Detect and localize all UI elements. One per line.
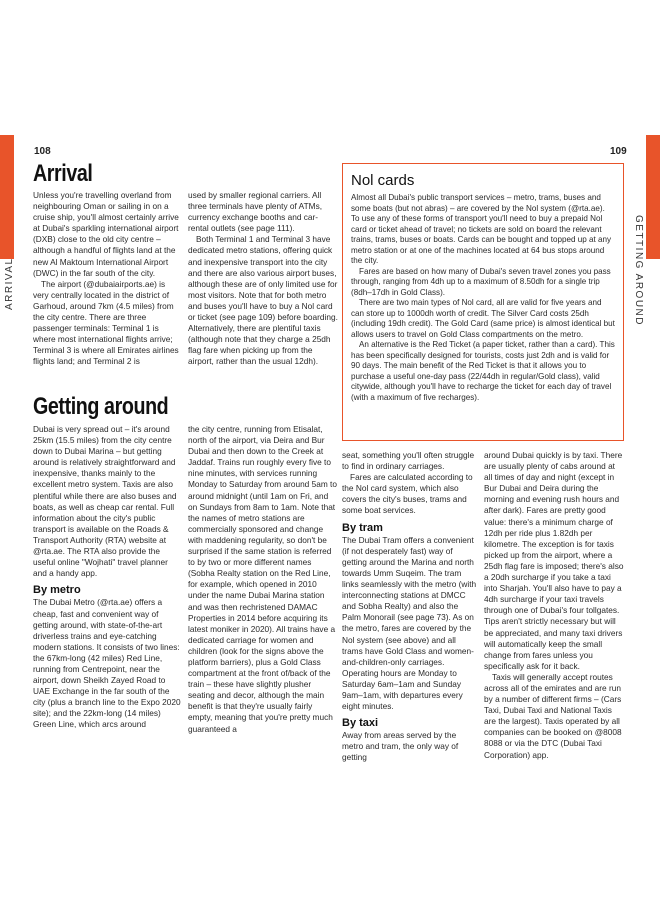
metro-fares-paragraph: Fares are calculated according to the Nol card system, which also covers the city's buses, trams and some boat services. (342, 472, 473, 516)
arrival-paragraph: Unless you're travelling overland from neighbouring Oman or sailing in on a cruise ship, you'll almost certainly arrive at Dubai's sparkling international airport (DXB) close to the old city centre – although a handful of flights land at the new Al Maktoum International Airport (DWC) in the far south of the city. (33, 190, 179, 278)
left-page-number: 108 (34, 146, 51, 157)
metro-continued-paragraph: the city centre, running from Etisalat, north of the airport, via Deira and Bur Dubai and then down to the Creek at Jaddaf. Trains run roughly every five to nine minutes, with services running Monday to Saturday from around 5am to around midnight (until 1am on Fri, and on Sundays from 8am to 1am. Note that the names of metro stations are commercially sponsored and change with maddening regularity, so don't be surprised if the same station is referred to by two or more different names (Sobha Realty station on the Red Line, for example, which opened in 2010 under the name Dubai Marina station and was then rechristened DAMAC Properties in 2014 before acquiring its latest moniker in 2020). All trains have a dedicated carriage for women and children (look for the signs above the platform barriers), plus a Gold Class compartment at the front of/back of the train – these have slightly plusher seating and decor, although the main benefit is that they're usually fairly empty, meaning that you're pretty much guaranteed a (188, 424, 337, 734)
right-running-head: GETTING AROUND (633, 215, 644, 327)
nol-cards-text (351, 193, 615, 403)
by-metro-paragraph: The Dubai Metro (@rta.ae) offers a cheap, fast and convenient way of getting around, with state-of-the-art driverless trains and eye-catching modern stations. It consists of two lines: the 67km-long (42 miles) Red Line, running from Centrepoint, near the airport, down Sheikh Zayed Road to UAE Exchange in the far south of the city (plus a branch line to the Expo 2020 site); and the 22km-long (14 miles) Green Line, which arcs around (33, 597, 181, 730)
metro-seat-paragraph: seat, something you'll often struggle to find in ordinary carriages. (342, 450, 475, 472)
by-tram-heading: By tram (342, 521, 383, 534)
left-chapter-tab (0, 135, 14, 259)
arrival-paragraph: Both Terminal 1 and Terminal 3 have dedicated metro stations, offering quick and inexpensive transport into the city and there are also various airport buses, although these are of only limited use for most visitors. Note that for both metro and buses you'll have to buy a Nol card or ticket (see page 109) before boarding. Alternatively, there are plentiful taxis (although note that they charge a 25dh flag fare when picking up from the airport, rather than the usual 12dh). (188, 234, 338, 367)
left-running-head: ARRIVAL (4, 257, 15, 310)
getting-around-intro: Dubai is very spread out – it's around 25km (15.5 miles) from the city centre down to Dubai Marina – but getting around is relatively straightforward and inexpensive, thanks mainly to the excellent metro system. Taxis are also plentiful while there are also buses and boats, as well as cheap car rental. Full information about the city's public transport is available on the Roads & Transport Authority (RTA) website at @rta.ae. The RTA also provide the useful online "Wojhati" travel planner and a handy app. (33, 424, 177, 579)
nol-paragraph: Fares are based on how many of Dubai's seven travel zones you pass through, ranging from 4dh up to a maximum of 8.50dh for a single trip (8dh–17dh in Gold Class). (351, 266, 611, 297)
arrival-paragraph: used by smaller regional carriers. All three terminals have plenty of ATMs, currency exchange booths and car-rental outlets (see page 111). (188, 190, 323, 234)
arrival-column-2 (188, 190, 338, 368)
getting-around-heading: Getting around (33, 393, 169, 420)
by-metro-heading: By metro (33, 584, 81, 597)
nol-paragraph: There are two main types of Nol card, all are valid for five years and can store up to 1000dh worth of credit. The Silver Card costs 25dh (including 19dh credit). The Gold Card (same price) is almost identical but allows users to travel on Gold Class compartments on the metro. (351, 298, 615, 339)
by-taxi-paragraph: Away from areas served by the metro and tram, the only way of getting (342, 730, 459, 763)
nol-cards-title: Nol cards (351, 172, 415, 189)
right-page-number: 109 (610, 146, 627, 157)
by-tram-paragraph: The Dubai Tram offers a convenient (if not desperately fast) way of getting around the Marina and north towards Umm Suqeim. The tram links seamlessly with the metro (with interconnecting stations at DMCC and Sobha Realty) and also the Palm Monorail (see page 73). As on the metro, fares are covered by the Nol system (see above) and all trams have Gold Class and women-and-children-only carriages. Operating hours are Monday to Saturday 6am–1am and Sunday 9am–1am, with departures every eight minutes. (342, 534, 477, 712)
right-chapter-tab (646, 135, 660, 259)
nol-paragraph: An alternative is the Red Ticket (a paper ticket, rather than a card). This has been specifically designed for tourists, costs just 2dh and is valid for 90 days. The main benefit of the Red Ticket is that it allows you to purchase a useful one-day pass (22/44dh in regular/Gold class), valid citywide, although you'll have to recharge the ticket for each day of travel (with a maximum of five recharges). (351, 340, 615, 402)
arrival-column-1 (33, 190, 183, 368)
arrival-paragraph: The airport (@dubaiairports.ae) is very centrally located in the district of Garhoud, around 7km (4.5 miles) from the city centre. There are three passenger terminals: Terminal 1 is where most international flights arrive; Terminal 3 is where all Emirates airlines flights land; and Terminal 2 is (33, 278, 179, 367)
by-taxi-heading: By taxi (342, 717, 379, 730)
taxi-paragraph: around Dubai quickly is by taxi. There are usually plenty of cabs around at all times of day and night (except in Bur Dubai and Deira during the morning and evening rush hours and after dark). Fares are pretty good value: there's a minimum charge of 12dh per ride plus 1.82dh per kilometre. The exception is for taxis picked up from the airport, where a 25dh flag fare is imposed; there's also a 20dh surcharge if you take a taxi into Sharjah. You'll also have to pay a 4dh surcharge if your taxi travels through one of Dubai's four tollgates. Tips aren't strictly necessary but will be appreciated, and many taxi drivers will automatically keep the small change from fares unless you specifically ask for it back. (484, 450, 624, 671)
nol-paragraph: Almost all Dubai's public transport services – metro, trams, buses and some boats (but not abras) – are covered by the Nol system (@rta.ae). To use any of these forms of transport you'll need to buy a prepaid Nol card or ticket ahead of travel; no tickets are sold on board the relevant trains, trams, buses or boats. Cards can be bought and topped up at any metro station or at one of the machines located at 64 bus stops around the city. (351, 193, 612, 265)
nol-cards-box (342, 163, 624, 441)
right-column-2 (484, 450, 624, 761)
right-column-1 (342, 450, 477, 764)
taxi-paragraph: Taxis will generally accept routes across all of the emirates and are run by a number of different firms – (Cars Taxi, Dubai Taxi and National Taxis are the largest). Taxis operated by all companies can be booked on @8008 8088 or via the DTC (Dubai Taxi Corporation) app. (484, 671, 622, 760)
arrival-heading: Arrival (33, 160, 93, 187)
getting-around-column-1 (33, 424, 183, 731)
getting-around-column-2 (188, 424, 338, 735)
